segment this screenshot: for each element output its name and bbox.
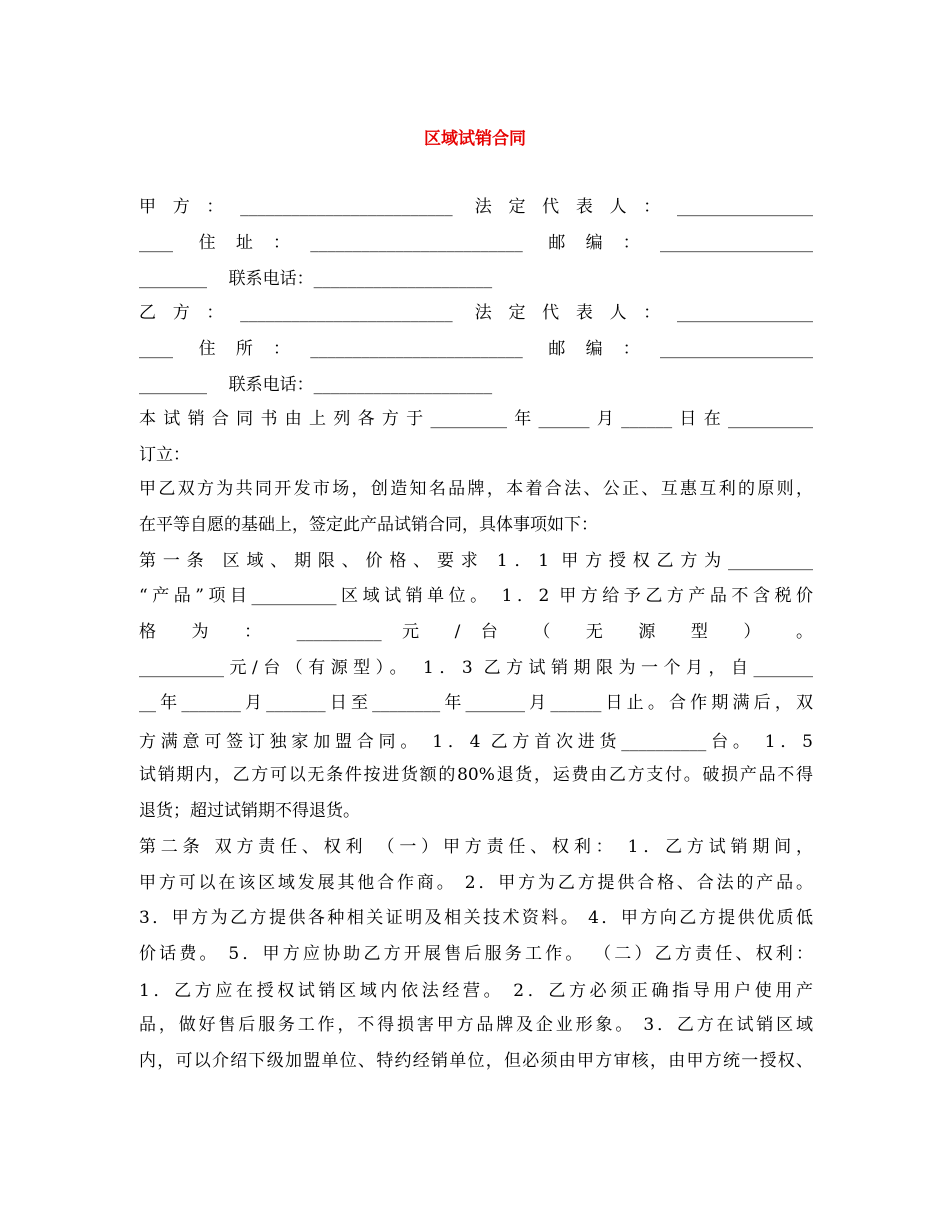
article-1-line: 试销期内，乙方可以无条件按进货额的80%退货，运费由乙方支付。破损产品不得 — [139, 765, 813, 785]
party-a-address-line: ____ 住址：_________________________ 邮编：__________________ — [139, 233, 813, 253]
article-2-line: 第二条 双方责任、权利 （一）甲方责任、权利： 1．乙方试销期间， — [139, 837, 813, 857]
party-b-address-line: ____ 住所：_________________________ 邮编：__________________ — [139, 339, 813, 359]
article-1-line: __________元/台（有源型）。 1．3 乙方试销期限为一个月，自_______ — [139, 658, 813, 678]
article-1-line: 方满意可签订独家加盟合同。 1．4 乙方首次进货__________台。 1．5 — [139, 732, 813, 752]
party-a-line: 甲方：_________________________ 法定代表人：________________ — [139, 197, 813, 217]
preamble-line-cont: 在平等自愿的基础上，签定此产品试销合同，具体事项如下： — [139, 515, 598, 535]
preamble-line: 甲乙双方为共同开发市场，创造知名品牌，本着合法、公正、互惠互利的原则， — [139, 479, 813, 499]
document-title: 区域试销合同 — [424, 129, 526, 149]
signing-date-line-cont: 订立： — [139, 445, 190, 465]
article-2-line: 内，可以介绍下级加盟单位、特约经销单位，但必须由甲方审核，由甲方统一授权、 — [139, 1051, 813, 1071]
article-1-line: 退货；超过试销期不得退货。 — [139, 801, 360, 821]
article-2-line: 品，做好售后服务工作，不得损害甲方品牌及企业形象。 3．乙方在试销区域 — [139, 1015, 813, 1035]
article-2-line: 甲方可以在该区域发展其他合作商。 2．甲方为乙方提供合格、合法的产品。 — [139, 873, 813, 893]
party-b-phone-line: ________ 联系电话：_____________________ — [139, 375, 493, 395]
article-1-line: “产品”项目__________区域试销单位。 1．2 甲方给予乙方产品不含税价 — [139, 586, 813, 606]
party-b-line: 乙方：_________________________ 法定代表人：________________ — [139, 303, 813, 323]
article-2-line: 价话费。 5．甲方应协助乙方开展售后服务工作。 （二）乙方责任、权利： — [139, 944, 813, 964]
party-a-phone-line: ________ 联系电话：_____________________ — [139, 269, 493, 289]
article-1-line: __年_______月_______日至________年_______月______日止。合作期满后，双 — [139, 693, 813, 713]
article-1-line: 第一条 区域、期限、价格、要求 1．1 甲方授权乙方为__________ — [139, 551, 813, 571]
article-2-line: 1．乙方应在授权试销区域内依法经营。 2．乙方必须正确指导用户使用产 — [139, 981, 813, 1001]
article-2-line: 3．甲方为乙方提供各种相关证明及相关技术资料。 4．甲方向乙方提供优质低 — [139, 908, 813, 928]
signing-date-line: 本试销合同书由上列各方于_________年______月______日在__________ — [139, 409, 813, 429]
article-1-line: 格 为 ： __________ 元 / 台 （ 无 源 型 ） 。 — [139, 622, 813, 642]
